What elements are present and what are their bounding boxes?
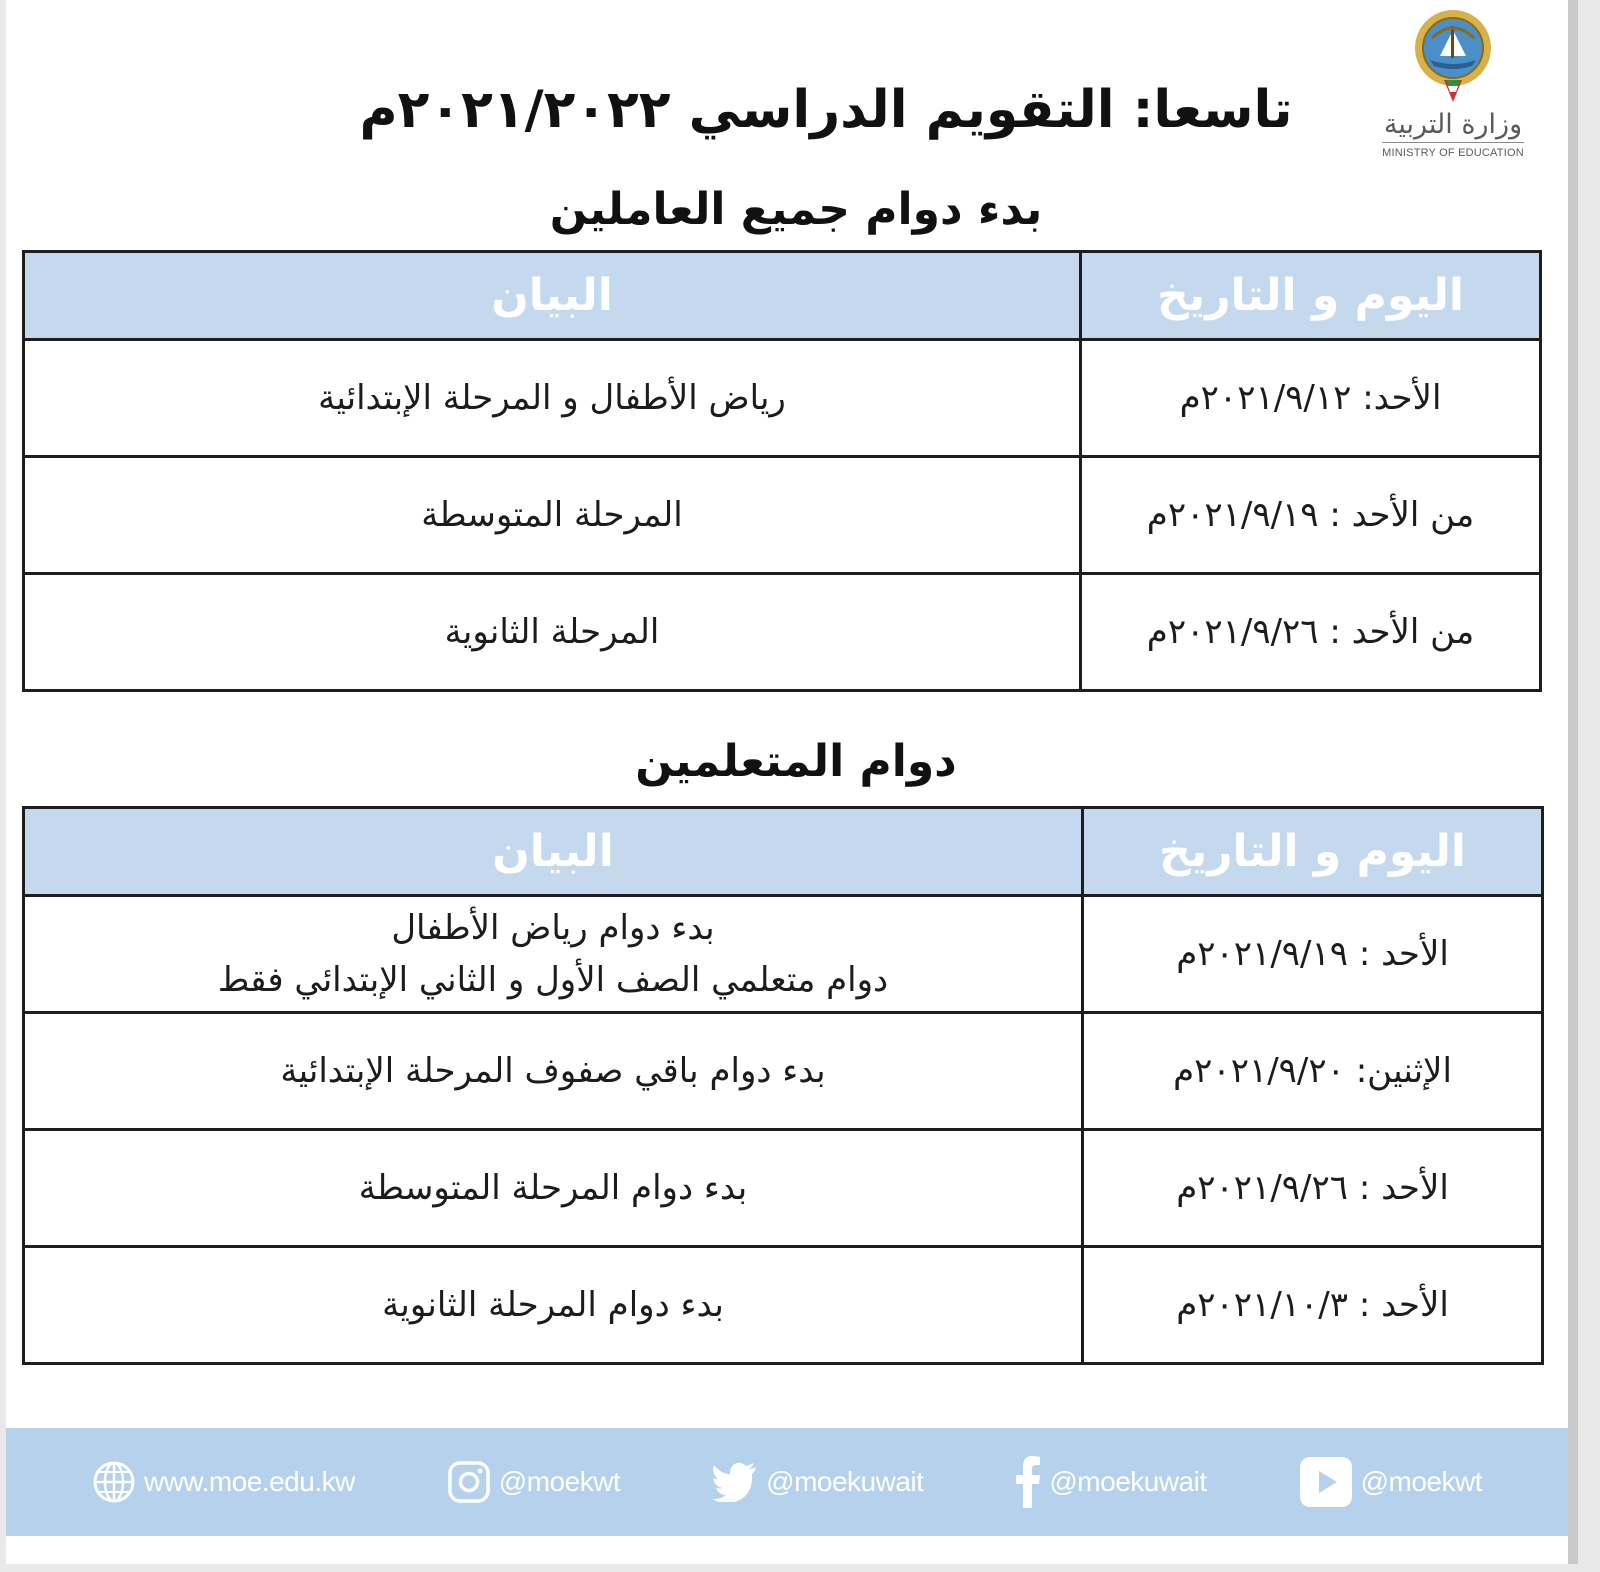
students-section-title: دوام المتعلمين bbox=[635, 736, 957, 787]
staff-table bbox=[22, 250, 1542, 692]
instagram-handle: @moekwt bbox=[498, 1466, 621, 1497]
youtube-handle: @moekwt bbox=[1360, 1466, 1482, 1497]
facebook-icon bbox=[1015, 1456, 1041, 1508]
table-row bbox=[24, 457, 1541, 574]
youtube-icon bbox=[1299, 1456, 1353, 1508]
youtube-link[interactable] bbox=[1299, 1456, 1482, 1508]
row-date: الأحد: ٢٠٢١/٩/١٢م bbox=[1081, 340, 1541, 457]
facebook-link[interactable] bbox=[1015, 1456, 1206, 1508]
instagram-link[interactable] bbox=[447, 1460, 620, 1504]
social-footer bbox=[6, 1428, 1568, 1536]
row-description: بدء دوام باقي صفوف المرحلة الإبتدائية bbox=[24, 1013, 1083, 1130]
students-table bbox=[22, 806, 1544, 1365]
header-description: البيان bbox=[24, 808, 1083, 896]
instagram-icon bbox=[447, 1460, 491, 1504]
table-row bbox=[24, 574, 1541, 691]
table-row bbox=[24, 1247, 1543, 1364]
row-date: من الأحد : ٢٠٢١/٩/٢٦م bbox=[1081, 574, 1541, 691]
document-page bbox=[6, 0, 1578, 1564]
table-row bbox=[24, 896, 1543, 1013]
row-description-line: بدء دوام رياض الأطفال bbox=[391, 908, 715, 948]
row-date: من الأحد : ٢٠٢١/٩/١٩م bbox=[1081, 457, 1541, 574]
row-description: بدء دوام المرحلة المتوسطة bbox=[24, 1130, 1083, 1247]
logo-text-arabic: وزارة التربية bbox=[1383, 109, 1523, 140]
website-link[interactable] bbox=[92, 1460, 355, 1504]
row-date: الأحد : ٢٠٢١/٩/٢٦م bbox=[1083, 1130, 1543, 1247]
row-description: بدء دوام المرحلة الثانوية bbox=[24, 1247, 1083, 1364]
globe-icon bbox=[92, 1460, 136, 1504]
page-title: تاسعا: التقويم الدراسي ٢٠٢١/٢٠٢٢م bbox=[359, 80, 1293, 140]
kuwait-emblem-icon bbox=[1410, 8, 1496, 104]
row-date: الأحد : ٢٠٢١/٩/١٩م bbox=[1083, 896, 1543, 1013]
twitter-handle: @moekuwait bbox=[766, 1466, 924, 1497]
twitter-link[interactable] bbox=[712, 1462, 923, 1502]
row-description: المرحلة المتوسطة bbox=[24, 457, 1081, 574]
table-row bbox=[24, 1013, 1543, 1130]
staff-section-title: بدء دوام جميع العاملين bbox=[549, 184, 1043, 235]
header-date: اليوم و التاريخ bbox=[1083, 808, 1543, 896]
table-header-row bbox=[24, 252, 1541, 340]
row-description: المرحلة الثانوية bbox=[24, 574, 1081, 691]
table-header-row bbox=[24, 808, 1543, 896]
logo-text-english: MINISTRY OF EDUCATION bbox=[1382, 142, 1524, 159]
twitter-icon bbox=[712, 1462, 758, 1502]
facebook-handle: @moekuwait bbox=[1049, 1466, 1207, 1497]
header-date: اليوم و التاريخ bbox=[1081, 252, 1541, 340]
header-description: البيان bbox=[24, 252, 1081, 340]
row-date: الإثنين: ٢٠٢١/٩/٢٠م bbox=[1083, 1013, 1543, 1130]
table-row bbox=[24, 340, 1541, 457]
row-date: الأحد : ٢٠٢١/١٠/٣م bbox=[1083, 1247, 1543, 1364]
row-description bbox=[24, 896, 1083, 1013]
website-text: www.moe.edu.kw bbox=[143, 1466, 355, 1497]
table-row bbox=[24, 1130, 1543, 1247]
row-description-line: دوام متعلمي الصف الأول و الثاني الإبتدائي فقط bbox=[217, 960, 889, 1000]
ministry-logo bbox=[1368, 8, 1538, 178]
row-description: رياض الأطفال و المرحلة الإبتدائية bbox=[24, 340, 1081, 457]
